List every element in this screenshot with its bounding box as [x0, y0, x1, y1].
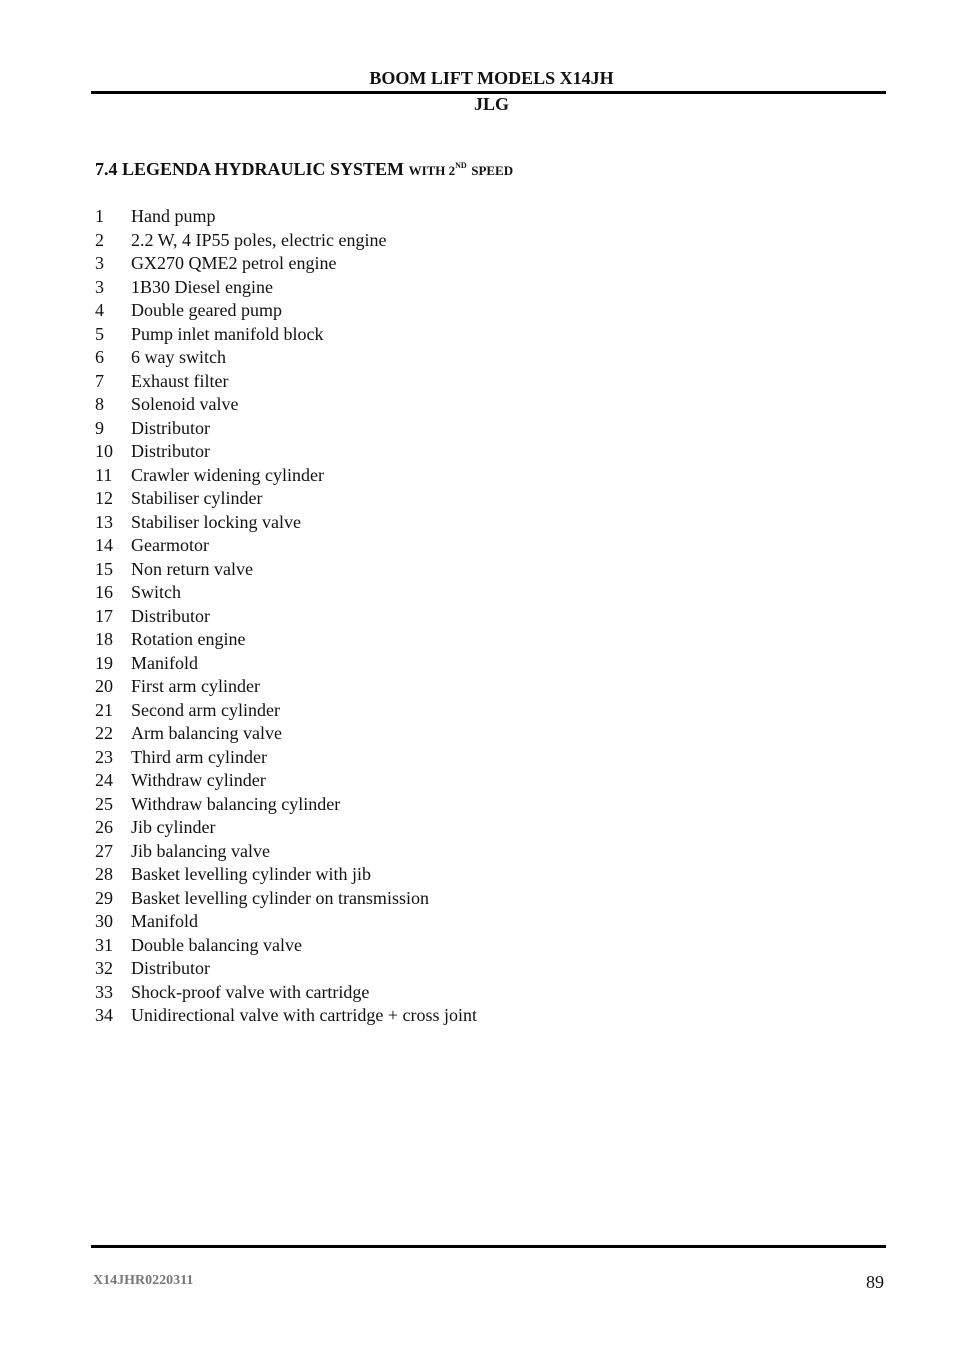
legend-item	[95, 323, 477, 347]
legend-item-label: 2.2 W, 4 IP55 poles, electric engine	[131, 229, 387, 250]
legend-item-number: 20	[95, 676, 113, 696]
legend-item	[95, 346, 477, 370]
legend-item-label: Double balancing valve	[131, 934, 302, 955]
legend-item-number: 22	[95, 723, 113, 743]
legend-item-number: 10	[95, 441, 113, 461]
page-number: 89	[866, 1272, 884, 1292]
legend-item-label: Manifold	[131, 652, 198, 673]
legend-item	[95, 1004, 477, 1028]
legend-item-label: Hand pump	[131, 206, 216, 226]
legend-item-number: 26	[95, 817, 113, 837]
legend-item-label: Withdraw balancing cylinder	[131, 793, 341, 814]
legend-item	[95, 299, 477, 323]
legend-item	[95, 887, 477, 911]
legend-item	[95, 628, 477, 652]
legend-item-label: Manifold	[131, 911, 198, 931]
legend-item	[95, 534, 477, 558]
legend-item-number: 18	[95, 629, 113, 649]
legend-item-number: 33	[95, 981, 113, 1002]
legend-item-number: 3	[95, 253, 104, 273]
legend-item-number: 34	[95, 1005, 113, 1025]
section-heading-main: 7.4 LEGENDA HYDRAULIC SYSTEM	[95, 159, 405, 179]
legend-item	[95, 205, 477, 229]
legend-item-number: 19	[95, 652, 113, 673]
legend-item	[95, 487, 477, 511]
brand-name: JLG	[473, 94, 509, 114]
legend-item	[95, 863, 477, 887]
legend-item-label: First arm cylinder	[131, 676, 260, 696]
legend-item-number: 5	[95, 323, 104, 344]
section-heading	[95, 159, 513, 180]
legend-item	[95, 605, 477, 629]
legend-item-label: Solenoid valve	[131, 394, 239, 414]
legend-item-label: Double geared pump	[131, 300, 282, 320]
document-title: BOOM LIFT MODELS X14JH	[369, 68, 614, 88]
legend-item-label: Gearmotor	[131, 535, 209, 555]
legend-item-label: Jib balancing valve	[131, 840, 270, 861]
legend-item-label: Unidirectional valve with cartridge + cross joint	[131, 1005, 478, 1025]
legend-item-label: Distributor	[131, 605, 210, 626]
legend-item	[95, 910, 477, 934]
legend-item-number: 2	[95, 229, 104, 250]
legend-item	[95, 417, 477, 441]
legend-item	[95, 769, 477, 793]
legend-item-label: Switch	[131, 582, 182, 602]
legend-item-number: 27	[95, 840, 113, 861]
legend-item-number: 25	[95, 793, 113, 814]
legend-item-number: 30	[95, 911, 113, 931]
legend-item-number: 29	[95, 887, 113, 908]
section-heading-speed: SPEED	[471, 163, 514, 178]
legend-list	[95, 205, 477, 1028]
legend-item	[95, 652, 477, 676]
legend-item	[95, 581, 477, 605]
legend-item	[95, 229, 477, 253]
legend-item	[95, 464, 477, 488]
legend-item	[95, 440, 477, 464]
legend-item-number: 17	[95, 605, 113, 626]
document-code: X14JHR0220311	[93, 1273, 194, 1288]
legend-item-label: Basket levelling cylinder with jib	[131, 864, 371, 884]
legend-item-number: 8	[95, 394, 104, 414]
section-heading-superscript: ND	[455, 161, 467, 170]
legend-item-label: Withdraw cylinder	[131, 770, 266, 790]
legend-item	[95, 276, 477, 300]
legend-item-number: 3	[95, 276, 104, 297]
legend-item-label: Crawler widening cylinder	[131, 464, 324, 485]
footer-divider	[91, 1245, 886, 1248]
legend-item-number: 4	[95, 300, 104, 320]
legend-item	[95, 393, 477, 417]
legend-item-label: Rotation engine	[131, 629, 246, 649]
legend-item-number: 6	[95, 347, 104, 367]
legend-item	[95, 746, 477, 770]
legend-item	[95, 981, 477, 1005]
legend-item-number: 11	[95, 464, 113, 485]
legend-item	[95, 722, 477, 746]
legend-item-number: 1	[95, 206, 104, 226]
legend-item-label: Shock-proof valve with cartridge	[131, 981, 370, 1002]
legend-item-label: Jib cylinder	[131, 817, 216, 837]
legend-item	[95, 934, 477, 958]
section-heading-with: WITH 2	[408, 163, 456, 178]
legend-item-label: Pump inlet manifold block	[131, 323, 324, 344]
legend-item	[95, 840, 477, 864]
legend-item-number: 13	[95, 511, 113, 532]
legend-item-number: 12	[95, 488, 113, 508]
legend-item-number: 7	[95, 370, 104, 391]
legend-item-label: 1B30 Diesel engine	[131, 276, 273, 297]
legend-item-number: 23	[95, 746, 113, 767]
legend-item-label: Exhaust filter	[131, 370, 229, 391]
legend-item	[95, 816, 477, 840]
legend-item-label: Second arm cylinder	[131, 699, 280, 720]
legend-item-number: 32	[95, 958, 113, 978]
legend-item	[95, 370, 477, 394]
legend-item-label: Non return valve	[131, 558, 253, 579]
legend-item-number: 15	[95, 558, 113, 579]
legend-item-label: Third arm cylinder	[131, 746, 267, 767]
legend-item	[95, 699, 477, 723]
legend-item-label: Stabiliser cylinder	[131, 488, 263, 508]
legend-item-label: Distributor	[131, 958, 210, 978]
legend-item-number: 9	[95, 417, 104, 438]
legend-item-number: 14	[95, 535, 113, 555]
legend-item-label: GX270 QME2 petrol engine	[131, 253, 337, 273]
legend-item	[95, 793, 477, 817]
legend-item	[95, 511, 477, 535]
legend-item-label: Basket levelling cylinder on transmission	[131, 887, 429, 908]
legend-item-number: 21	[95, 699, 113, 720]
legend-item-number: 31	[95, 934, 113, 955]
legend-item-label: Distributor	[131, 441, 210, 461]
legend-item-label: 6 way switch	[131, 347, 226, 367]
legend-item	[95, 252, 477, 276]
legend-item-label: Distributor	[131, 417, 210, 438]
legend-item-label: Stabiliser locking valve	[131, 511, 301, 532]
legend-item-number: 24	[95, 770, 113, 790]
legend-item-number: 28	[95, 864, 113, 884]
legend-item	[95, 558, 477, 582]
legend-item-label: Arm balancing valve	[131, 723, 282, 743]
legend-item	[95, 675, 477, 699]
legend-item	[95, 957, 477, 981]
legend-item-number: 16	[95, 582, 113, 602]
